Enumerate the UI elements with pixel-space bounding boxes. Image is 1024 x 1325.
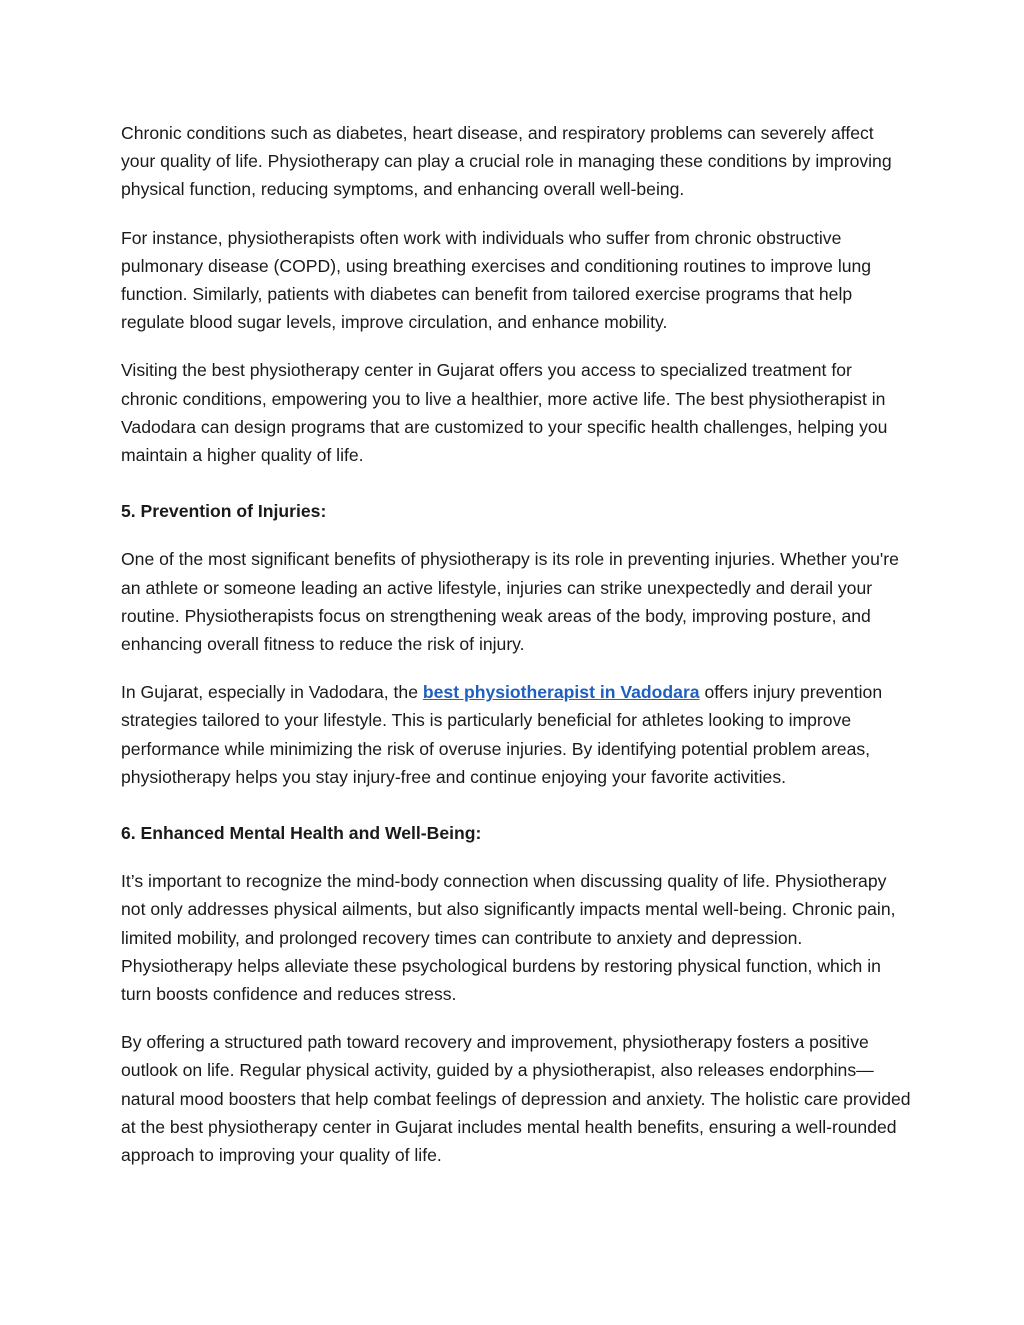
paragraph-injury-prevention: One of the most significant benefits of physiotherapy is its role in preventing injuries. Whether you're an athlete or someone leading an active lifestyle, injuries can strike unexpectedly and derail your routine. Physiotherapists focus on strengthening weak areas of the body, improving posture, and enhancing overall fitness to reduce the risk of injury. bbox=[121, 549, 899, 655]
paragraph-positive-outlook: By offering a structured path toward recovery and improvement, physiotherapy fosters a positive outlook on life. Regular physical activity, guided by a physiotherapist, also releases endorphins—natural mood boosters that help combat feelings of depression and anxiety. The holistic care provided at the best physiotherapy center in Gujarat includes mental health benefits, ensuring a well-rounded approach to improving your quality of life. bbox=[121, 1032, 911, 1166]
paragraph-chronic-conditions: Chronic conditions such as diabetes, heart disease, and respiratory problems can severely affect your quality of life. Physiotherapy can play a crucial role in managing these conditions by improving physical function, reducing symptoms, and enhancing overall well-being. bbox=[121, 123, 892, 200]
paragraph-vadodara-injury bbox=[121, 678, 911, 791]
section-heading-mental-health: 6. Enhanced Mental Health and Well-Being: bbox=[121, 823, 482, 844]
paragraph-mind-body: It’s important to recognize the mind-body connection when discussing quality of life. Physiotherapy not only addresses physical ailments, but also significantly impacts mental well-being. Chronic pain, limited mobility, and prolonged recovery times can contribute to anxiety and depression. Physiotherapy helps alleviate these psychological burdens by restoring physical function, which in turn boosts confidence and reduces stress. bbox=[121, 871, 896, 1005]
paragraph-gujarat-center: Visiting the best physiotherapy center in Gujarat offers you access to specialized treatment for chronic conditions, empowering you to live a healthier, more active life. The best physiotherapist in Vadodara can design programs that are customized to your specific health challenges, helping you maintain a higher quality of life. bbox=[121, 360, 888, 466]
paragraph-text-after-link: offers injury prevention strategies tailored to your lifestyle. This is particularly beneficial for athletes looking to improve performance while minimizing the risk of overuse injuries. By identifying potential problem areas, physiotherapy helps you stay injury-free and continue enjoying your favorite activities. bbox=[121, 682, 883, 787]
paragraph-text-before-link: In Gujarat, especially in Vadodara, the bbox=[121, 682, 423, 703]
best-physiotherapist-link[interactable]: best physiotherapist in Vadodara bbox=[422, 682, 700, 703]
section-heading-prevention: 5. Prevention of Injuries: bbox=[121, 501, 327, 522]
document-page bbox=[121, 119, 911, 1189]
paragraph-copd-example: For instance, physiotherapists often work with individuals who suffer from chronic obstructive pulmonary disease (COPD), using breathing exercises and conditioning routines to improve lung function. Similarly, patients with diabetes can benefit from tailored exercise programs that help regulate blood sugar levels, improve circulation, and enhance mobility. bbox=[121, 227, 872, 333]
